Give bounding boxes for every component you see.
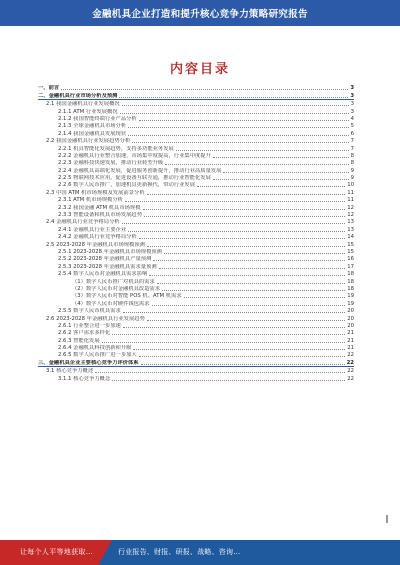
toc-entry-label: 2.6.4 金融机具科技创新和升级 bbox=[58, 345, 132, 352]
toc-leader-dots bbox=[119, 97, 348, 98]
toc-entry[interactable] bbox=[38, 329, 354, 336]
toc-leader-dots bbox=[102, 342, 346, 343]
toc-leader-dots bbox=[128, 231, 345, 232]
toc-entry[interactable] bbox=[38, 292, 354, 299]
toc-entry-label: 2.1.1 ATM 行业发展概况 bbox=[58, 108, 118, 115]
toc-entry-label: 2.2.1 机具智能化发展趋势，支持多功能业务发展 bbox=[58, 145, 174, 152]
toc-entry-label: 2.5.5 数字人民币机具需求 bbox=[58, 308, 121, 315]
toc-entry-label: 2.6.3 智能化发展 bbox=[58, 337, 100, 344]
toc-leader-dots bbox=[147, 246, 345, 247]
toc-leader-dots bbox=[144, 216, 345, 217]
toc-leader-dots bbox=[162, 290, 345, 291]
toc-entry-page: 22 bbox=[346, 359, 354, 366]
toc-entry-page: 17 bbox=[347, 263, 354, 270]
toc-leader-dots bbox=[123, 327, 345, 328]
toc-leader-dots bbox=[213, 157, 349, 158]
toc-entry-page: 22 bbox=[347, 352, 354, 359]
toc-entry[interactable] bbox=[38, 307, 354, 314]
toc-entry-label: 2.5.2 2023-2028 年金融机具产量预测 bbox=[58, 256, 152, 263]
toc-heading: 内容目录 bbox=[169, 62, 230, 77]
toc-entry[interactable] bbox=[38, 218, 354, 225]
toc-entry[interactable] bbox=[38, 115, 354, 122]
toc-entry[interactable] bbox=[38, 367, 354, 374]
table-of-contents bbox=[38, 84, 354, 382]
toc-entry[interactable] bbox=[38, 211, 354, 218]
toc-entry-label: 2.3 中国 ATM 机市场规模及发展前景分析 bbox=[46, 189, 145, 196]
toc-entry-page: 18 bbox=[347, 285, 354, 292]
toc-entry[interactable] bbox=[38, 203, 354, 210]
toc-entry[interactable] bbox=[38, 336, 354, 343]
toc-entry[interactable] bbox=[38, 137, 354, 144]
toc-entry-label: 2.5.1 2023-2028 年金融机具市场规模预测 bbox=[58, 248, 162, 255]
toc-leader-dots bbox=[152, 305, 346, 306]
toc-leader-dots bbox=[147, 194, 346, 195]
toc-leader-dots bbox=[139, 238, 346, 239]
toc-entry[interactable] bbox=[38, 129, 354, 136]
toc-entry-label: 2.4.1 金融机具行业主要企业 bbox=[58, 226, 127, 233]
toc-entry-label: （4）数字人民币对硬件钱包需求 bbox=[72, 300, 150, 307]
toc-entry[interactable] bbox=[38, 166, 354, 173]
toc-leader-dots bbox=[157, 283, 345, 284]
toc-leader-dots bbox=[213, 179, 349, 180]
toc-leader-dots bbox=[159, 268, 346, 269]
toc-entry-page: 12 bbox=[347, 204, 354, 211]
toc-entry-page: 7 bbox=[350, 138, 354, 145]
toc-entry-label: 2.4.2 金融机具行业竞争格局分析 bbox=[58, 234, 137, 241]
toc-entry[interactable] bbox=[38, 240, 354, 247]
toc-leader-dots bbox=[133, 349, 345, 350]
toc-entry-page: 20 bbox=[347, 322, 354, 329]
toc-entry[interactable] bbox=[38, 196, 354, 203]
toc-entry-label: 2.6.2 客户需求多样化 bbox=[58, 330, 111, 337]
toc-entry[interactable] bbox=[38, 285, 354, 292]
toc-entry[interactable] bbox=[38, 152, 354, 159]
toc-entry-page: 6 bbox=[350, 130, 354, 137]
toc-leader-dots bbox=[95, 372, 345, 373]
toc-entry-page: 9 bbox=[350, 167, 354, 174]
toc-entry-label: （1）数字人民币推广对机具的需求 bbox=[72, 278, 155, 285]
toc-entry-label: 2.4 金融机具行业竞争格局分析 bbox=[46, 219, 120, 226]
toc-entry-page: 11 bbox=[347, 197, 354, 204]
toc-entry[interactable] bbox=[38, 100, 354, 107]
toc-entry-label: 2.2.5 物联网技术应用，促进设备互联互通，推动行业智能化发展 bbox=[58, 175, 211, 182]
footer-banner bbox=[0, 540, 400, 565]
toc-leader-dots bbox=[184, 297, 346, 298]
toc-entry[interactable] bbox=[38, 174, 354, 181]
toc-leader-dots bbox=[132, 142, 348, 143]
toc-leader-dots bbox=[223, 172, 348, 173]
footer-items: 行业报告、财报、研报、战略、咨询… bbox=[118, 548, 241, 556]
toc-leader-dots bbox=[149, 275, 345, 276]
report-header bbox=[0, 0, 400, 26]
toc-entry-page: 10 bbox=[347, 182, 354, 189]
report-title: 金融机具企业打造和提升核心竞争力策略研究报告 bbox=[92, 9, 308, 20]
toc-entry-page: 3 bbox=[350, 92, 354, 99]
toc-leader-dots bbox=[143, 209, 346, 210]
toc-entry-label: 2.1.3 全球金融机具市场分析 bbox=[58, 123, 127, 130]
toc-entry-label: 2.3.3 智能设备和机具市场发展趋势 bbox=[58, 212, 143, 219]
toc-entry-page: 19 bbox=[347, 293, 354, 300]
toc-leader-dots bbox=[176, 150, 349, 151]
toc-leader-dots bbox=[122, 105, 349, 106]
toc-entry[interactable] bbox=[38, 248, 354, 255]
toc-leader-dots bbox=[122, 223, 346, 224]
toc-leader-dots bbox=[123, 312, 345, 313]
toc-entry-label: 2.6.5 数字人民币推广进一步加大 bbox=[58, 352, 137, 359]
toc-entry-label: 2.5.3 2023-2028 年金融机具需求量预测 bbox=[58, 263, 157, 270]
toc-entry[interactable] bbox=[38, 374, 354, 381]
toc-entry-page: 15 bbox=[347, 248, 354, 255]
toc-entry-label: 2.5 2023-2028 年金融机具市场规模预测 bbox=[46, 241, 145, 248]
toc-entry[interactable] bbox=[38, 188, 354, 195]
toc-leader-dots bbox=[112, 380, 345, 381]
toc-entry-label: （3）数字人民币对智能 POS 机、ATM 机需求 bbox=[72, 293, 182, 300]
toc-entry-page: 21 bbox=[347, 330, 354, 337]
toc-leader-dots bbox=[128, 127, 348, 128]
toc-entry-page: 20 bbox=[347, 308, 354, 315]
toc-leader-dots bbox=[164, 253, 345, 254]
toc-entry-label: 3.1 核心竞争力概述 bbox=[46, 368, 94, 375]
toc-leader-dots bbox=[165, 164, 348, 165]
toc-entry-page: 5 bbox=[350, 123, 354, 130]
toc-entry-page: 18 bbox=[347, 278, 354, 285]
toc-entry-page: 9 bbox=[350, 175, 354, 182]
toc-entry-page: 22 bbox=[347, 368, 354, 375]
toc-entry-page: 3 bbox=[350, 108, 354, 115]
toc-entry-page: 14 bbox=[347, 234, 354, 241]
toc-entry-label: 2.2.3 金融科技快速发展，推动行业转型升级 bbox=[58, 160, 164, 167]
toc-leader-dots bbox=[139, 120, 349, 121]
toc-entry-label: 2.1.2 我国智能终端行业产品分析 bbox=[58, 115, 137, 122]
toc-leader-dots bbox=[139, 356, 346, 357]
toc-entry-label: 2.2 我国金融机具行业发展趋势分析 bbox=[46, 138, 131, 145]
toc-entry-page: 4 bbox=[350, 115, 354, 122]
toc-entry-label: 2.6 2023-2028 年金融机具行业发展趋势 bbox=[46, 315, 145, 322]
toc-entry-page: 16 bbox=[347, 256, 354, 263]
toc-leader-dots bbox=[153, 260, 345, 261]
toc-entry[interactable] bbox=[38, 314, 354, 321]
toc-entry-label: 2.1.4 我国金融机具发展现状 bbox=[58, 130, 127, 137]
toc-entry-label: 2.3.1 ATM 机市场规模分析 bbox=[58, 197, 123, 204]
toc-entry-label: 2.6.1 行业整合进一步加速 bbox=[58, 322, 121, 329]
toc-entry[interactable] bbox=[38, 181, 354, 188]
toc-entry-page: 8 bbox=[350, 160, 354, 167]
toc-entry-page: 19 bbox=[347, 300, 354, 307]
toc-entry-page: 13 bbox=[347, 219, 354, 226]
footer-slogan: 让每个人平等地获取… bbox=[20, 548, 93, 556]
toc-entry[interactable] bbox=[38, 299, 354, 306]
toc-entry[interactable] bbox=[38, 144, 354, 151]
toc-entry-page: 20 bbox=[347, 315, 354, 322]
toc-leader-dots bbox=[120, 113, 349, 114]
toc-leader-dots bbox=[141, 364, 345, 365]
toc-entry[interactable] bbox=[38, 122, 354, 129]
toc-entry-label: 3.1.1 核心竞争力概念 bbox=[58, 375, 111, 382]
toc-entry-label: （2）数字人民币对金融机具改造需求 bbox=[72, 285, 161, 292]
toc-entry-page: 3 bbox=[350, 101, 354, 108]
toc-entry-page: 12 bbox=[347, 212, 354, 219]
toc-entry-page: 15 bbox=[347, 241, 354, 248]
toc-entry-label: 二、金融机具行业市场分析及预测 bbox=[38, 92, 118, 99]
toc-entry[interactable] bbox=[38, 344, 354, 351]
toc-entry-label: 一、前言 bbox=[38, 85, 60, 92]
toc-entry-page: 13 bbox=[347, 226, 354, 233]
toc-entry-label: 2.2.2 金融机具行业整合加速，市场集中度提高，行业集中度提升 bbox=[58, 152, 211, 159]
toc-entry[interactable] bbox=[38, 358, 354, 366]
toc-entry-page: 7 bbox=[350, 145, 354, 152]
toc-entry[interactable] bbox=[38, 255, 354, 262]
toc-entry-label: 2.2.6 数字人民币推广，加速机具更新换代，带动行业发展 bbox=[58, 182, 195, 189]
toc-leader-dots bbox=[112, 334, 345, 335]
toc-entry-label: 2.1 我国金融机具行业发展概况 bbox=[46, 101, 120, 108]
toc-entry[interactable] bbox=[38, 107, 354, 114]
toc-entry[interactable] bbox=[38, 270, 354, 277]
toc-entry-page: 22 bbox=[347, 375, 354, 382]
page-edge-mark bbox=[386, 515, 388, 523]
toc-entry-page: 21 bbox=[347, 337, 354, 344]
toc-entry[interactable] bbox=[38, 91, 354, 99]
toc-entry-page: 3 bbox=[350, 85, 354, 92]
toc-leader-dots bbox=[61, 89, 348, 90]
toc-entry-label: 2.5.4 数字人民币对金融机具需求影响 bbox=[58, 271, 148, 278]
toc-entry-label: 三、金融机具企业主要核心竞争力评价体系 bbox=[38, 359, 139, 366]
toc-entry[interactable] bbox=[38, 277, 354, 284]
toc-leader-dots bbox=[197, 186, 345, 187]
toc-entry[interactable] bbox=[38, 262, 354, 269]
toc-entry[interactable] bbox=[38, 84, 354, 91]
toc-entry[interactable] bbox=[38, 322, 354, 329]
toc-leader-dots bbox=[128, 135, 348, 136]
toc-entry[interactable] bbox=[38, 351, 354, 358]
toc-entry[interactable] bbox=[38, 225, 354, 232]
toc-entry-page: 11 bbox=[347, 189, 354, 196]
toc-entry[interactable] bbox=[38, 233, 354, 240]
toc-leader-dots bbox=[147, 320, 345, 321]
toc-entry-page: 8 bbox=[350, 152, 354, 159]
toc-entry-label: 2.2.4 金融机具高端化发展，促进服务创新提升，推动行业高质量发展 bbox=[58, 167, 222, 174]
toc-entry-label: 2.3.2 我国金融 ATM 机具市场规模 bbox=[58, 204, 141, 211]
toc-leader-dots bbox=[125, 201, 345, 202]
toc-entry[interactable] bbox=[38, 159, 354, 166]
toc-entry-page: 21 bbox=[347, 345, 354, 352]
toc-entry-page: 18 bbox=[347, 271, 354, 278]
